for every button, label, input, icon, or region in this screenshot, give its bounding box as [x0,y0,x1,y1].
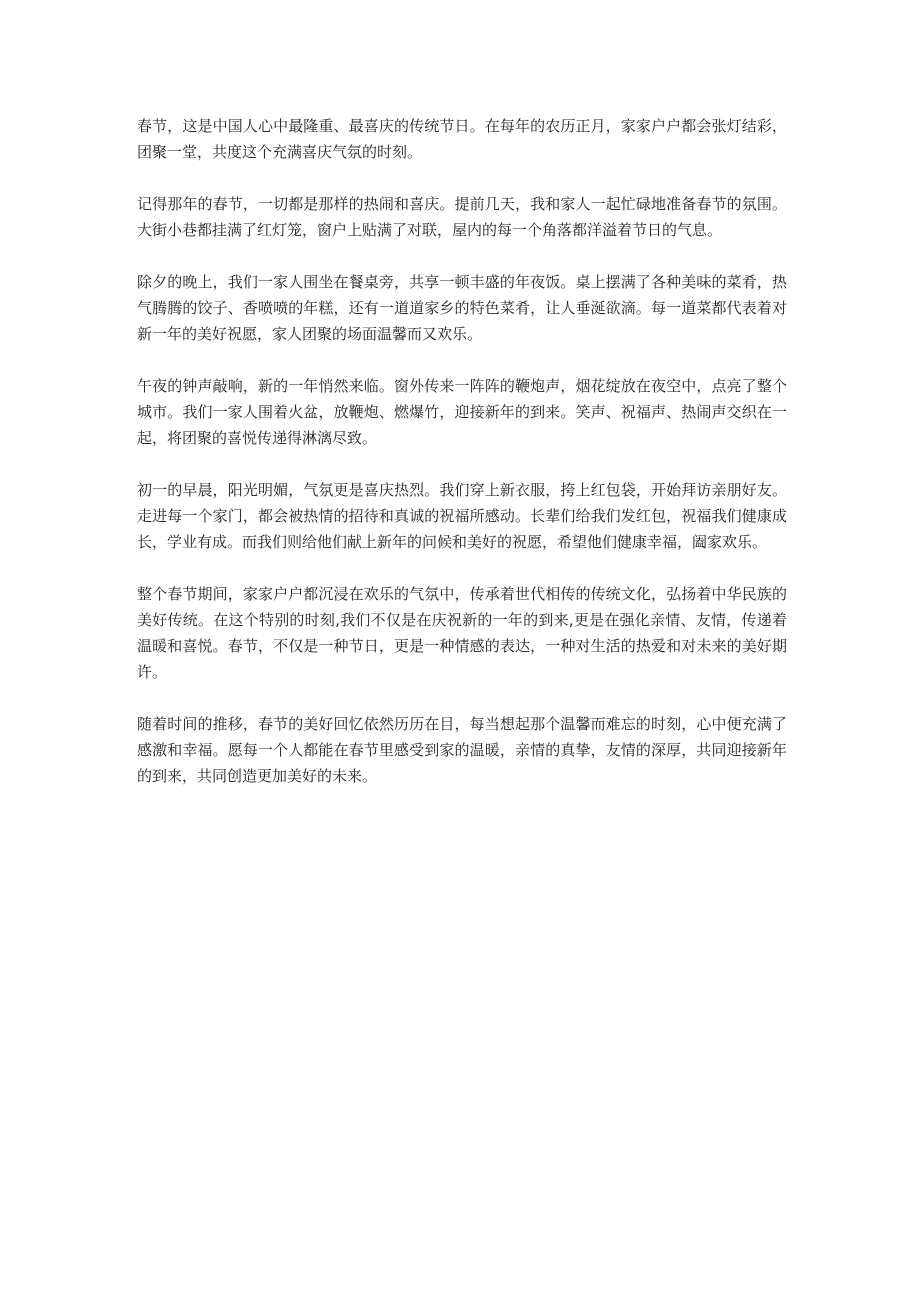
paragraph-5: 初一的早晨，阳光明媚，气氛更是喜庆热烈。我们穿上新衣服，挎上红包袋，开始拜访亲朋好友。走进每一个家门，都会被热情的招待和真诚的祝福所感动。长辈们给我们发红包，祝福我们健康成长，学业有成。而我们则给他们献上新年的问候和美好的祝愿，希望他们健康幸福，阖家欢乐。 [137,481,787,551]
paragraph-3: 除夕的晚上，我们一家人围坐在餐桌旁，共享一顿丰盛的年夜饭。桌上摆满了各种美味的菜肴，热气腾腾的饺子、香喷喷的年糕，还有一道道家乡的特色菜肴，让人垂涎欲滴。每一道菜都代表着对新一年的美好祝愿，家人团聚的场面温馨而又欢乐。 [137,273,787,343]
paragraph-4: 午夜的钟声敲响，新的一年悄然来临。窗外传来一阵阵的鞭炮声，烟花绽放在夜空中，点亮了整个城市。我们一家人围着火盆，放鞭炮、燃爆竹，迎接新年的到来。笑声、祝福声、热闹声交织在一起，将团聚的喜悦传递得淋漓尽致。 [137,377,787,447]
paragraph-7: 随着时间的推移，春节的美好回忆依然历历在目，每当想起那个温馨而难忘的时刻，心中便充满了感激和幸福。愿每一个人都能在春节里感受到家的温暖，亲情的真挚，友情的深厚，共同迎接新年的到来，共同创造更加美好的未来。 [137,715,787,785]
paragraph-6: 整个春节期间，家家户户都沉浸在欢乐的气氛中，传承着世代相传的传统文化，弘扬着中华民族的美好传统。在这个特别的时刻,我们不仅是在庆祝新的一年的到来,更是在强化亲情、友情，传递着温暖和喜悦。春节，不仅是一种节日，更是一种情感的表达，一种对生活的热爱和对未来的美好期许。 [137,585,787,681]
paragraph-1: 春节，这是中国人心中最隆重、最喜庆的传统节日。在每年的农历正月，家家户户都会张灯结彩，团聚一堂，共度这个充满喜庆气氛的时刻。 [137,117,787,161]
document-body [137,113,787,815]
paragraph-2: 记得那年的春节，一切都是那样的热闹和喜庆。提前几天，我和家人一起忙碌地准备春节的氛围。大街小巷都挂满了红灯笼，窗户上贴满了对联，屋内的每一个角落都洋溢着节日的气息。 [137,195,787,239]
